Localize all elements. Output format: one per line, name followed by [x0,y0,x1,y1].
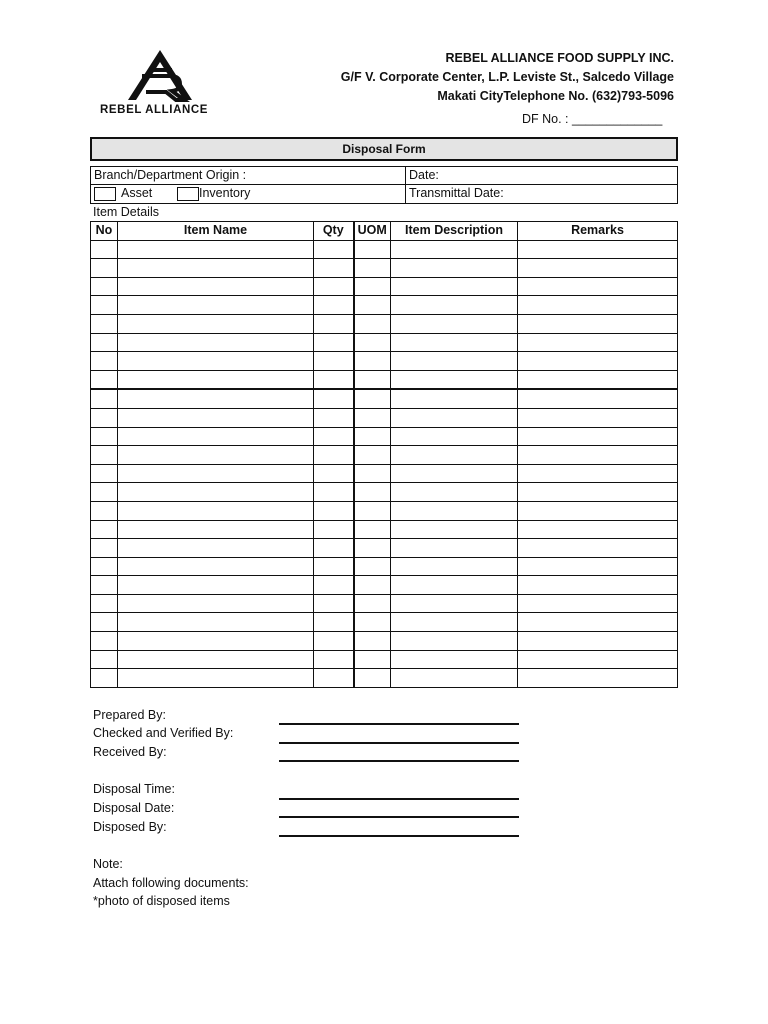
cell-qty[interactable] [314,632,354,651]
company-logo [96,48,226,120]
cell-uom[interactable] [354,632,391,651]
disposal-time-line[interactable] [279,798,519,800]
cell-uom[interactable] [354,650,391,669]
cell-qty[interactable] [314,669,354,688]
cell-qty[interactable] [314,464,354,483]
cell-item-description[interactable] [391,539,518,558]
cell-item-description[interactable] [391,446,518,465]
form-info-box [90,166,678,204]
table-row [91,240,678,259]
cell-remarks[interactable] [518,669,678,688]
company-info [341,49,674,106]
table-row [91,259,678,278]
header-no: No [91,222,118,241]
cell-item-name[interactable] [118,501,314,520]
cell-item-name[interactable] [118,669,314,688]
cell-item-name[interactable] [118,370,314,389]
cell-item-name[interactable] [118,446,314,465]
cell-no[interactable] [91,539,118,558]
cell-no[interactable] [91,352,118,371]
table-row [91,352,678,371]
cell-remarks[interactable] [518,483,678,502]
cell-qty[interactable] [314,296,354,315]
table-row [91,632,678,651]
table-row [91,669,678,688]
cell-uom[interactable] [354,520,391,539]
cell-remarks[interactable] [518,464,678,483]
cell-item-name[interactable] [118,650,314,669]
cell-item-name[interactable] [118,557,314,576]
cell-no[interactable] [91,594,118,613]
cell-remarks[interactable] [518,240,678,259]
cell-remarks[interactable] [518,613,678,632]
cell-remarks[interactable] [518,259,678,278]
cell-item-name[interactable] [118,464,314,483]
disposal-time-label: Disposal Time: [93,782,175,796]
cell-no[interactable] [91,632,118,651]
cell-item-description[interactable] [391,650,518,669]
cell-uom[interactable] [354,389,391,408]
cell-item-description[interactable] [391,427,518,446]
cell-remarks[interactable] [518,314,678,333]
company-name: REBEL ALLIANCE FOOD SUPPLY INC. [445,51,674,65]
inventory-label: Inventory [199,186,251,200]
cell-uom[interactable] [354,483,391,502]
cell-item-name[interactable] [118,389,314,408]
cell-remarks[interactable] [518,501,678,520]
cell-item-name[interactable] [118,296,314,315]
cell-qty[interactable] [314,259,354,278]
asset-label: Asset [121,186,153,200]
prepared-by-label: Prepared By: [93,708,166,722]
cell-qty[interactable] [314,352,354,371]
table-row [91,408,678,427]
cell-item-description[interactable] [391,314,518,333]
note-label: Note: [93,857,123,871]
cell-item-name[interactable] [118,427,314,446]
cell-no[interactable] [91,370,118,389]
company-address: G/F V. Corporate Center, L.P. Leviste St., Salcedo Village [340,70,674,84]
attach-documents-label: Attach following documents: [93,876,249,890]
cell-item-name[interactable] [118,613,314,632]
cell-item-description[interactable] [391,464,518,483]
cell-uom[interactable] [354,296,391,315]
cell-no[interactable] [91,557,118,576]
checked-by-line[interactable] [279,742,519,744]
cell-no[interactable] [91,446,118,465]
cell-no[interactable] [91,520,118,539]
items-table [90,221,678,688]
disposal-date-label: Disposal Date: [93,801,175,815]
table-row [91,576,678,595]
table-body [91,240,678,687]
cell-item-name[interactable] [118,576,314,595]
company-telephone: Telephone No. (632)793-5096 [503,89,674,103]
cell-item-description[interactable] [391,520,518,539]
cell-item-name[interactable] [118,483,314,502]
cell-no[interactable] [91,613,118,632]
cell-item-description[interactable] [391,259,518,278]
cell-qty[interactable] [314,240,354,259]
cell-item-description[interactable] [391,501,518,520]
cell-qty[interactable] [314,446,354,465]
checked-by-label: Checked and Verified By: [93,726,234,740]
cell-qty[interactable] [314,613,354,632]
cell-item-name[interactable] [118,408,314,427]
table-row [91,427,678,446]
cell-no[interactable] [91,650,118,669]
cell-item-description[interactable] [391,632,518,651]
header-item-name: Item Name [118,222,314,241]
cell-no[interactable] [91,576,118,595]
table-row [91,520,678,539]
cell-item-description[interactable] [391,370,518,389]
cell-item-description[interactable] [391,240,518,259]
cell-uom[interactable] [354,464,391,483]
cell-no[interactable] [91,333,118,352]
table-row [91,370,678,389]
table-row [91,296,678,315]
company-city-phone [341,87,674,106]
cell-remarks[interactable] [518,520,678,539]
item-details-label: Item Details [93,205,159,219]
cell-remarks[interactable] [518,446,678,465]
date-label: Date: [409,168,439,182]
cell-qty[interactable] [314,594,354,613]
cell-remarks[interactable] [518,370,678,389]
cell-item-name[interactable] [118,520,314,539]
cell-no[interactable] [91,501,118,520]
cell-item-name[interactable] [118,259,314,278]
cell-remarks[interactable] [518,352,678,371]
header-qty: Qty [314,222,354,241]
form-title: Disposal Form [90,137,678,161]
table-row [91,557,678,576]
cell-item-name[interactable] [118,594,314,613]
table-row [91,650,678,669]
header-uom: UOM [354,222,391,241]
cell-no[interactable] [91,389,118,408]
cell-remarks[interactable] [518,576,678,595]
cell-uom[interactable] [354,352,391,371]
company-city: Makati City [437,89,504,103]
cell-item-description[interactable] [391,613,518,632]
table-row [91,333,678,352]
cell-no[interactable] [91,669,118,688]
cell-no[interactable] [91,277,118,296]
table-row [91,613,678,632]
cell-qty[interactable] [314,370,354,389]
cell-remarks[interactable] [518,408,678,427]
cell-remarks[interactable] [518,650,678,669]
cell-item-name[interactable] [118,632,314,651]
transmittal-date-label: Transmittal Date: [409,186,504,200]
disposed-by-label: Disposed By: [93,820,167,834]
cell-qty[interactable] [314,408,354,427]
table-row [91,483,678,502]
cell-qty[interactable] [314,333,354,352]
photo-note: *photo of disposed items [93,894,230,908]
cell-uom[interactable] [354,446,391,465]
table-row [91,277,678,296]
cell-qty[interactable] [314,650,354,669]
table-row [91,594,678,613]
cell-uom[interactable] [354,427,391,446]
inventory-checkbox[interactable] [177,187,199,201]
cell-qty[interactable] [314,277,354,296]
cell-item-description[interactable] [391,576,518,595]
df-number-field[interactable]: DF No. : _____________ [522,112,663,126]
cell-no[interactable] [91,240,118,259]
cell-item-name[interactable] [118,333,314,352]
cell-qty[interactable] [314,539,354,558]
disposal-date-line[interactable] [279,816,519,818]
cell-item-description[interactable] [391,408,518,427]
cell-no[interactable] [91,296,118,315]
disposed-by-line[interactable] [279,835,519,837]
cell-qty[interactable] [314,389,354,408]
table-row [91,446,678,465]
cell-item-name[interactable] [118,352,314,371]
cell-uom[interactable] [354,314,391,333]
cell-item-description[interactable] [391,669,518,688]
header-item-description: Item Description [391,222,518,241]
cell-item-name[interactable] [118,314,314,333]
cell-uom[interactable] [354,669,391,688]
cell-item-description[interactable] [391,389,518,408]
cell-qty[interactable] [314,427,354,446]
cell-uom[interactable] [354,501,391,520]
cell-qty[interactable] [314,520,354,539]
cell-qty[interactable] [314,483,354,502]
cell-remarks[interactable] [518,557,678,576]
cell-item-description[interactable] [391,277,518,296]
cell-remarks[interactable] [518,539,678,558]
received-by-line[interactable] [279,760,519,762]
cell-item-description[interactable] [391,352,518,371]
cell-remarks[interactable] [518,632,678,651]
table-row [91,389,678,408]
cell-item-description[interactable] [391,483,518,502]
info-divider-horizontal [91,184,677,185]
received-by-label: Received By: [93,745,167,759]
cell-no[interactable] [91,408,118,427]
cell-qty[interactable] [314,557,354,576]
cell-remarks[interactable] [518,594,678,613]
cell-item-name[interactable] [118,240,314,259]
logo-text: REBEL ALLIANCE [100,104,209,116]
cell-uom[interactable] [354,259,391,278]
table-row [91,501,678,520]
cell-uom[interactable] [354,613,391,632]
cell-remarks[interactable] [518,389,678,408]
cell-qty[interactable] [314,576,354,595]
cell-remarks[interactable] [518,427,678,446]
cell-item-description[interactable] [391,557,518,576]
table-header-row [91,222,678,241]
asset-checkbox[interactable] [94,187,116,201]
cell-uom[interactable] [354,408,391,427]
prepared-by-line[interactable] [279,723,519,725]
cell-item-description[interactable] [391,296,518,315]
table-row [91,314,678,333]
cell-uom[interactable] [354,277,391,296]
cell-remarks[interactable] [518,296,678,315]
cell-uom[interactable] [354,370,391,389]
table-row [91,464,678,483]
cell-uom[interactable] [354,576,391,595]
origin-label: Branch/Department Origin : [94,168,247,182]
rebel-alliance-logo-icon [122,48,198,102]
cell-no[interactable] [91,464,118,483]
cell-no[interactable] [91,427,118,446]
cell-item-description[interactable] [391,333,518,352]
cell-item-description[interactable] [391,594,518,613]
cell-uom[interactable] [354,333,391,352]
table-row [91,539,678,558]
cell-uom[interactable] [354,240,391,259]
cell-qty[interactable] [314,314,354,333]
cell-remarks[interactable] [518,277,678,296]
cell-no[interactable] [91,314,118,333]
cell-no[interactable] [91,259,118,278]
cell-item-name[interactable] [118,277,314,296]
cell-item-name[interactable] [118,539,314,558]
cell-qty[interactable] [314,501,354,520]
cell-no[interactable] [91,483,118,502]
header-remarks: Remarks [518,222,678,241]
cell-uom[interactable] [354,539,391,558]
cell-remarks[interactable] [518,333,678,352]
cell-uom[interactable] [354,594,391,613]
cell-uom[interactable] [354,557,391,576]
info-divider-vertical [405,167,406,203]
